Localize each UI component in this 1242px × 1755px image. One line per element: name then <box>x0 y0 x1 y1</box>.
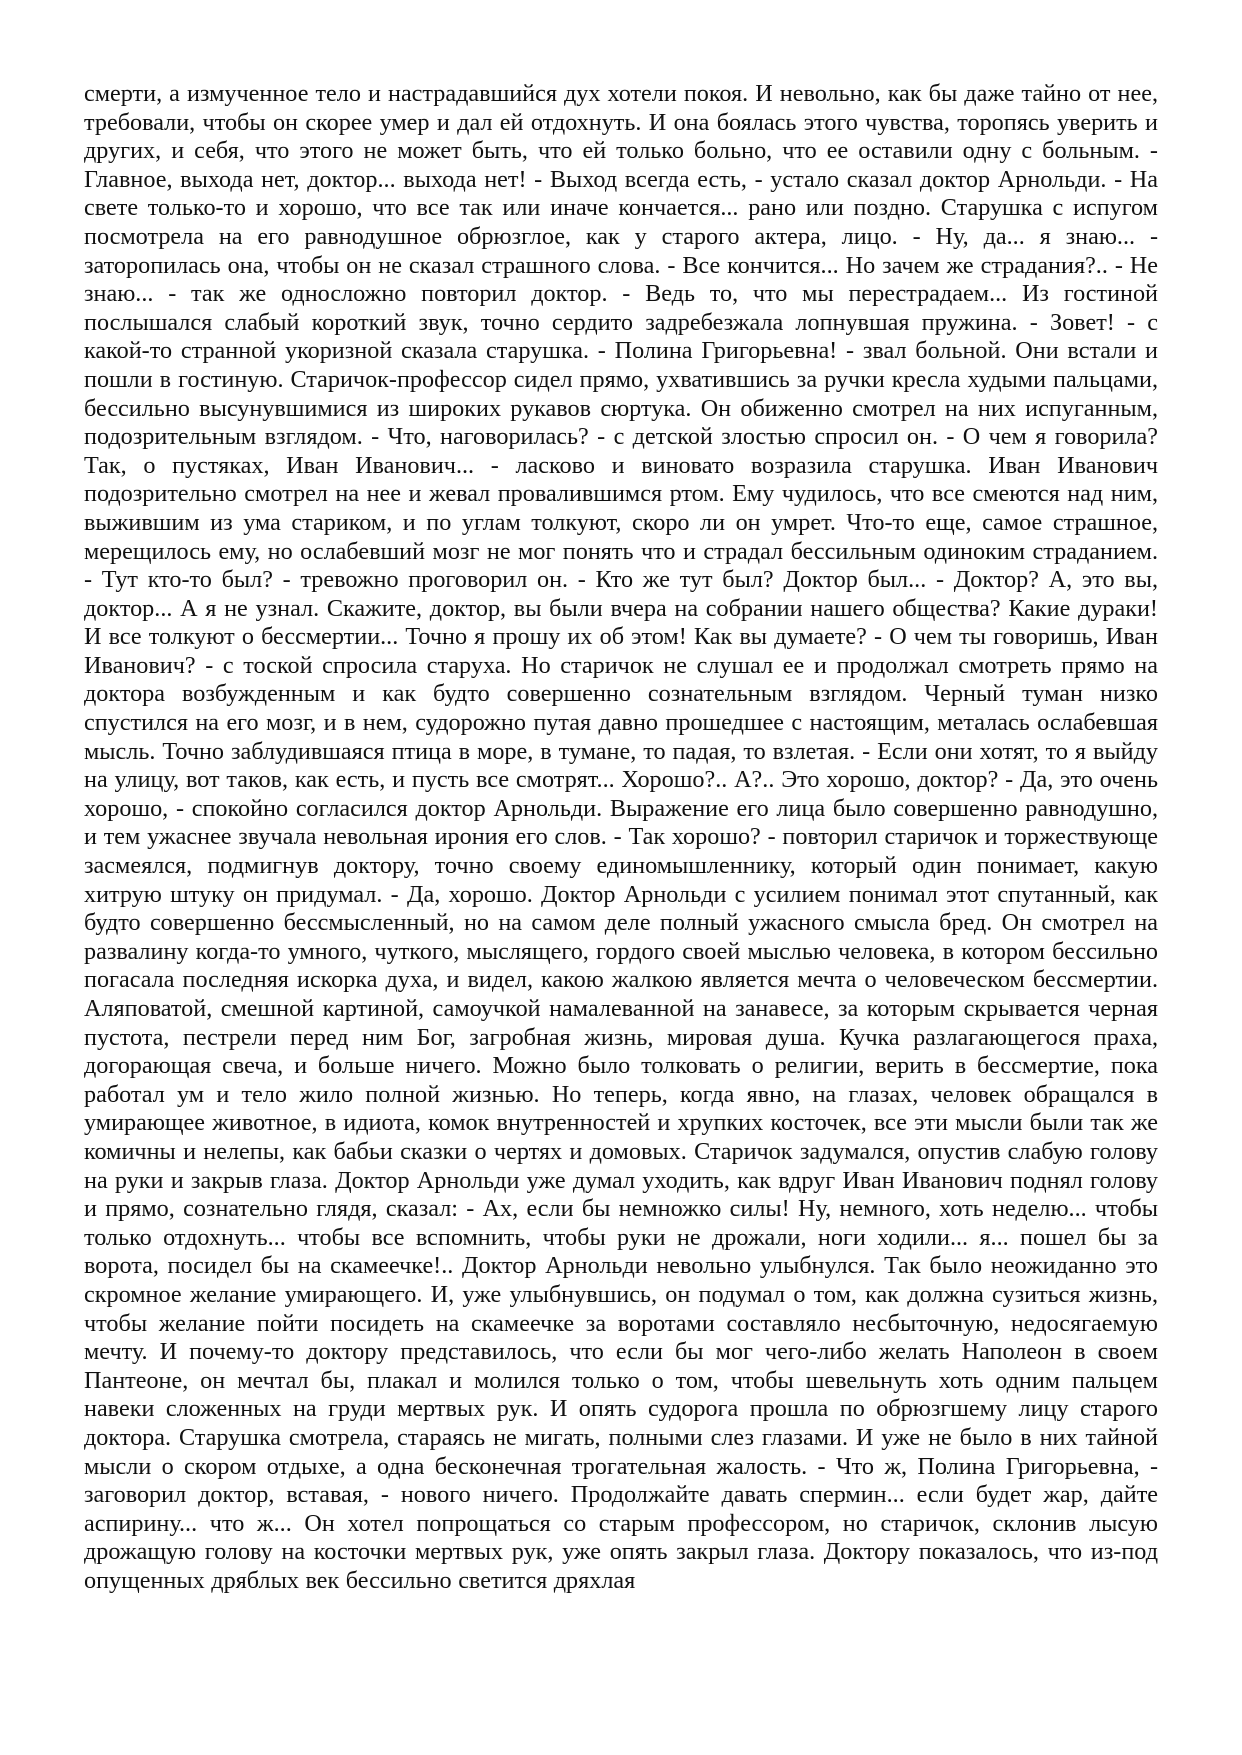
document-page <box>84 80 1158 1720</box>
body-paragraph: смерти, а измученное тело и настрадавшийся дух хотели покоя. И невольно, как бы даже тайно от нее, требовали, чтобы он скорее умер и дал ей отдохнуть. И она боялась этого чувства, торопясь уверить и других, и себя, что этого не может быть, что ей только больно, что ее оставили одну с больным. - Главное, выхода нет, доктор... выхода нет! - Выход всегда есть, - устало сказал доктор Арнольди. - На свете только-то и хорошо, что все так или иначе кончается... рано или поздно. Старушка с испугом посмотрела на его равнодушное обрюзглое, как у старого актера, лицо. - Ну, да... я знаю... - заторопилась она, чтобы он не сказал страшного слова. - Все кончится... Но зачем же страдания?.. - Не знаю... - так же односложно повторил доктор. - Ведь то, что мы перестрадаем... Из гостиной послышался слабый короткий звук, точно сердито задребезжала лопнувшая пружина. - Зовет! - с какой-то странной укоризной сказала старушка. - Полина Григорьевна! - звал больной. Они встали и пошли в гостиную. Старичок-профессор сидел прямо, ухватившись за ручки кресла худыми пальцами, бессильно высунувшимися из широких рукавов сюртука. Он обиженно смотрел на них испуганным, подозрительным взглядом. - Что, наговорилась? - с детской злостью спросил он. - О чем я говорила? Так, о пустяках, Иван Иванович... - ласково и виновато возразила старушка. Иван Иванович подозрительно смотрел на нее и жевал провалившимся ртом. Ему чудилось, что все смеются над ним, выжившим из ума стариком, и по углам толкуют, скоро ли он умрет. Что-то еще, самое страшное, мерещилось ему, но ослабевший мозг не мог понять что и страдал бессильным одиноким страданием. - Тут кто-то был? - тревожно проговорил он. - Кто же тут был? Доктор был... - Доктор? А, это вы, доктор... А я не узнал. Скажите, доктор, вы были вчера на собрании нашего общества? Какие дураки! И все толкуют о бессмертии... Точно я прошу их об этом! Как вы думаете? - О чем ты говоришь, Иван Иванович? - с тоской спросила старуха. Но старичок не слушал ее и продолжал смотреть прямо на доктора возбужденным и как будто совершенно сознательным взглядом. Черный туман низко спустился на его мозг, и в нем, судорожно путая давно прошедшее с настоящим, металась ослабевшая мысль. Точно заблудившаяся птица в море, в тумане, то падая, то взлетая. - Если они хотят, то я выйду на улицу, вот таков, как есть, и пусть все смотрят... Хорошо?.. А?.. Это хорошо, доктор? - Да, это очень хорошо, - спокойно согласился доктор Арнольди. Выражение его лица было совершенно равнодушно, и тем ужаснее звучала невольная ирония его слов. - Так хорошо? - повторил старичок и торжествующе засмеялся, подмигнув доктору, точно своему единомышленнику, который один понимает, какую хитрую штуку он придумал. - Да, хорошо. Доктор Арнольди с усилием понимал этот спутанный, как будто совершенно бессмысленный, но на самом деле полный ужасного смысла бред. Он смотрел на развалину когда-то умного, чуткого, мыслящего, гордого своей мыслью человека, в котором бессильно погасала последняя искорка духа, и видел, какою жалкою является мечта о человеческом бессмертии. Аляповатой, смешной картиной, самоучкой намалеванной на занавесе, за которым скрывается черная пустота, пестрели перед ним Бог, загробная жизнь, мировая душа. Кучка разлагающегося праха, догорающая свеча, и больше ничего. Можно было толковать о религии, верить в бессмертие, пока работал ум и тело жило полной жизнью. Но теперь, когда явно, на глазах, человек обращался в умирающее животное, в идиота, комок внутренностей и хрупких косточек, все эти мысли были так же комичны и нелепы, как бабьи сказки о чертях и домовых. Старичок задумался, опустив слабую голову на руки и закрыв глаза. Доктор Арнольди уже думал уходить, как вдруг Иван Иванович поднял голову и прямо, сознательно глядя, сказал: - Ах, если бы немножко силы! Ну, немного, хоть неделю... чтобы только отдохнуть... чтобы все вспомнить, чтобы руки не дрожали, ноги ходили... я... пошел бы за ворота, посидел бы на скамеечке!.. Доктор Арнольди невольно улыбнулся. Так было неожиданно это скромное желание умирающего. И, уже улыбнувшись, он подумал о том, как должна сузиться жизнь, чтобы желание пойти посидеть на скамеечке за воротами составляло несбыточную, недосягаемую мечту. И почему-то доктору представилось, что если бы мог чего-либо желать Наполеон в своем Пантеоне, он мечтал бы, плакал и молился только о том, чтобы шевельнуть хоть одним пальцем навеки сложенных на груди мертвых рук. И опять судорога прошла по обрюзгшему лицу старого доктора. Старушка смотрела, стараясь не мигать, полными слез глазами. И уже не было в них тайной мысли о скором отдыхе, а одна бесконечная трогательная жалость. - Что ж, Полина Григорьевна, - заговорил доктор, вставая, - нового ничего. Продолжайте давать спермин... если будет жар, дайте аспирину... что ж... Он хотел попрощаться со старым профессором, но старичок, склонив лысую дрожащую голову на косточки мертвых рук, уже опять закрыл глаза. Доктору показалось, что из-под опущенных дряблых век бессильно светится дряхлая <box>84 80 1158 1594</box>
